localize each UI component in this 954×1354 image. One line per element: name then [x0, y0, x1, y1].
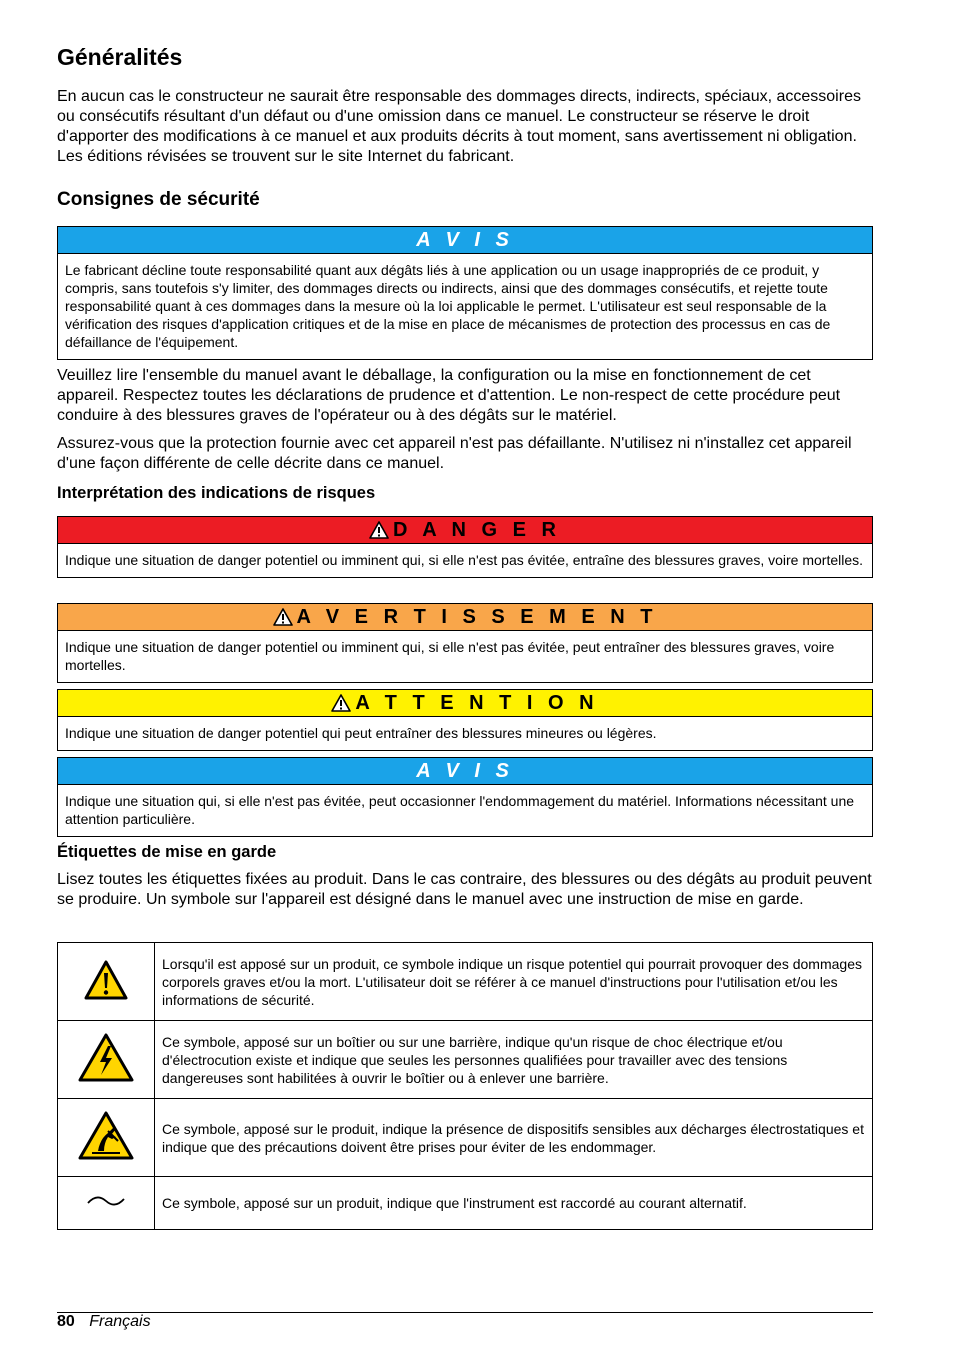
page-title: Généralités — [57, 44, 183, 70]
warning-text: Indique une situation de danger potentiel ou imminent qui, si elle n'est pas évitée, peut entraîner des blessures graves, voire mortelles. — [65, 639, 835, 673]
warning-box — [57, 603, 873, 683]
notice-box-general — [57, 226, 873, 360]
symbol-row — [58, 1099, 873, 1177]
danger-label: D A N G E R — [393, 518, 561, 541]
notice-hazard-header: A V I S — [58, 758, 872, 785]
notice-text: Le fabricant décline toute responsabilité quant aux dégâts liés à une application ou un usage inappropriés de ce produit, y compris, sans toutefois s'y limiter, des dommages directs ou indirects, ainsi que des dommages consécutifs, et rejette toute responsabilité quant à ces dommages dans la mesure où la loi applicable le permet. L'utilisateur est seul responsable de la vérification des risques d'application critiques et de la mise en place de mécanismes de protection des processus en cas de défaillance de l'équipement. — [65, 262, 831, 350]
electrical-shock-icon — [58, 1021, 155, 1099]
notice-header: A V I S — [58, 227, 872, 254]
labels-paragraph: Lisez toutes les étiquettes fixées au produit. Dans le cas contraire, des blessures ou des dégâts au produit peuvent se produire. Un symbole sur l'appareil est désigné dans le manuel avec une instruction de mise en garde. — [57, 871, 872, 908]
symbol-row — [58, 1177, 873, 1230]
footer-divider — [57, 1312, 873, 1313]
symbol-description: Ce symbole, apposé sur un boîtier ou sur une barrière, indique qu'un risque de choc électrique et/ou d'électrocution existe et indique que seules les personnes qualifiées pour travailler avec des tensions dangereuses sont habilitées à ouvrir le boîtier ou à enlever une barrière. — [155, 1021, 873, 1099]
notice-hazard-text: Indique une situation qui, si elle n'est pas évitée, peut occasionner l'endommagement du matériel. Informations nécessitant une attention particulière. — [65, 793, 855, 827]
labels-heading: Étiquettes de mise en garde — [57, 843, 277, 861]
caution-header — [58, 690, 872, 717]
warning-triangle-icon — [369, 521, 389, 539]
warning-triangle-icon — [331, 694, 351, 712]
warning-header — [58, 604, 872, 631]
notice-box-hazard — [57, 757, 873, 837]
symbol-description: Ce symbole, apposé sur le produit, indique la présence de dispositifs sensibles aux décharges électrostatiques et indique que des précautions doivent être prises pour éviter de les endommager. — [155, 1099, 873, 1177]
danger-box — [57, 516, 873, 578]
read-manual-paragraph: Veuillez lire l'ensemble du manuel avant le déballage, la configuration ou la mise en fonctionnement de cet appareil. Respectez toutes les déclarations de prudence et d'attention. Le non-respect de cette procédure peut conduire à des blessures graves de l'opérateur ou à des dégâts sur le matériel. — [57, 367, 841, 424]
danger-text: Indique une situation de danger potentiel ou imminent qui, si elle n'est pas évitée, entraîne des blessures graves, voire mortelles. — [65, 552, 864, 568]
hazard-heading: Interprétation des indications de risques — [57, 484, 376, 502]
symbol-row — [58, 943, 873, 1021]
esd-warning-icon — [58, 1099, 155, 1177]
symbol-row — [58, 1021, 873, 1099]
caution-box — [57, 689, 873, 751]
caution-text: Indique une situation de danger potentiel qui peut entraîner des blessures mineures ou légères. — [65, 725, 657, 741]
alternating-current-icon — [58, 1177, 155, 1230]
symbol-description: Lorsqu'il est apposé sur un produit, ce symbole indique un risque potentiel qui pourrait provoquer des dommages corporels graves et/ou la mort. L'utilisateur doit se référer à ce manuel d'instructions pour l'utilisation et/ou les informations de sécurité. — [155, 943, 873, 1021]
caution-label: A T T E N T I O N — [355, 691, 599, 714]
symbol-description: Ce symbole, apposé sur un produit, indique que l'instrument est raccordé au courant alternatif. — [155, 1177, 873, 1230]
general-warning-icon — [58, 943, 155, 1021]
warning-label: A V E R T I S S E M E N T — [296, 605, 658, 628]
danger-header — [58, 517, 872, 544]
footer-language: Français — [89, 1313, 151, 1330]
symbols-table — [57, 942, 873, 1230]
warning-triangle-icon — [273, 608, 293, 626]
page-footer — [57, 1313, 151, 1331]
general-paragraph: En aucun cas le constructeur ne saurait être responsable des dommages directs, indirects, spéciaux, accessoires ou consécutifs résultant d'un défaut ou d'une omission dans ce manuel. Le constructeur se réserve le droit d'apporter des modifications à ce manuel et aux produits décrits à tout moment, sans avertissement ni obligation. Les éditions révisées se trouvent sur le site Internet du fabricant. — [57, 88, 861, 165]
protection-paragraph: Assurez-vous que la protection fournie avec cet appareil n'est pas défaillante. N'utilisez ni n'installez cet appareil d'une façon différente de celle décrite dans ce manuel. — [57, 435, 852, 472]
page-number: 80 — [57, 1313, 75, 1330]
safety-heading: Consignes de sécurité — [57, 189, 260, 210]
